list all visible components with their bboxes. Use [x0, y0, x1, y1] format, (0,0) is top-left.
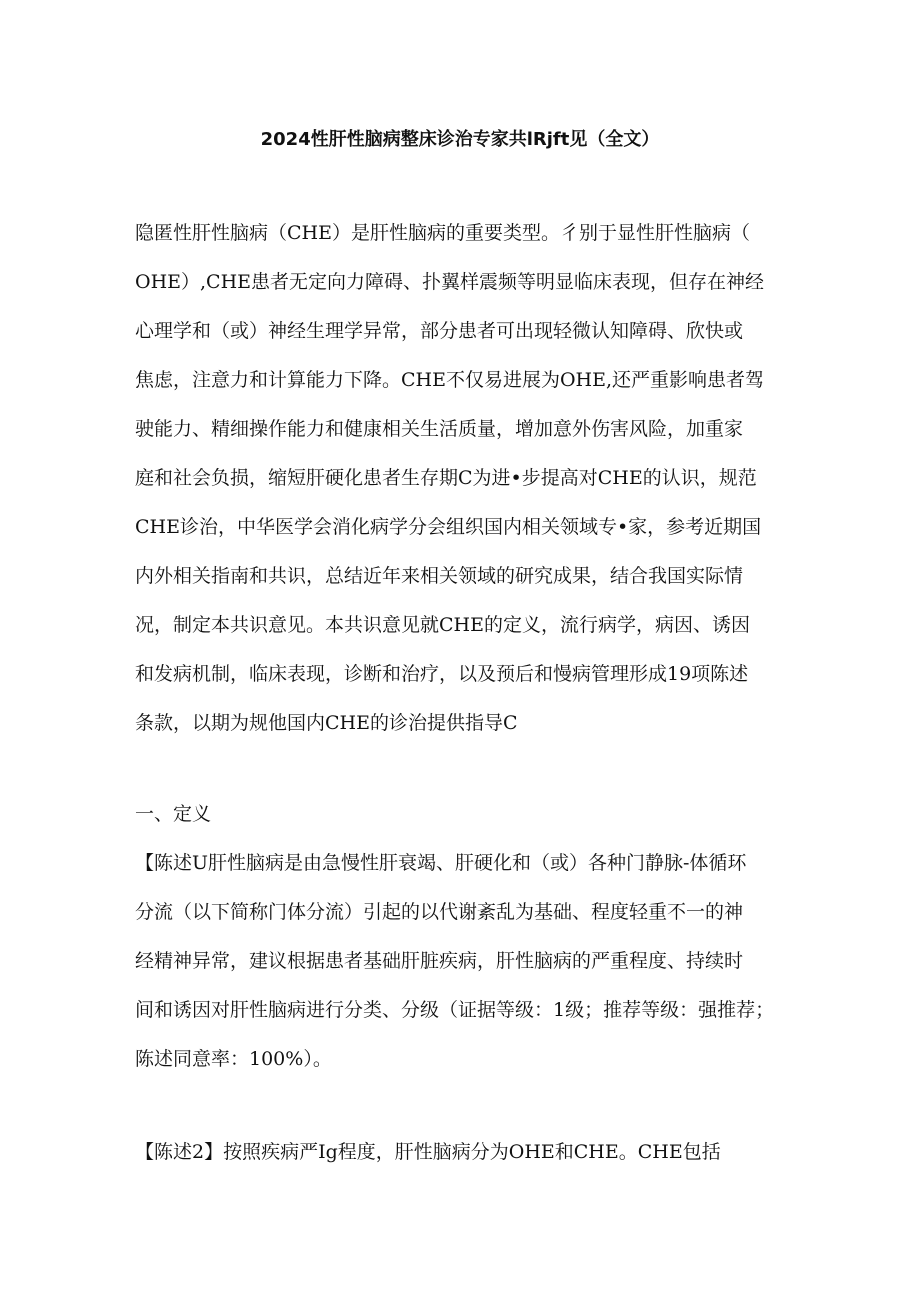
document-title: 2024性肝性脑病整床诊治专家共lRjft见（全文） — [260, 129, 660, 150]
statement-1-line: 间和诱因对肝性脑病进行分类、分级（证据等级：1级；推荐等级：强推荐； — [135, 999, 775, 1021]
statement-1-line: 经精神异常，建议根据患者基础肝脏疾病，肝性脑病的严重程度、持续时 — [135, 950, 744, 972]
section-heading-definition: 一、定义 — [135, 803, 212, 825]
intro-line: 内外相关指南和共识，总结近年来相关领域的研究成果，结合我国实际情 — [135, 565, 744, 587]
statement-1-line: 【陈述U肝性脑病是由急慢性肝衰竭、肝硬化和（或）各种门静脉-体循环 — [135, 852, 747, 874]
intro-line: 焦虑，注意力和计算能力下降。CHE不仅易进展为OHE,还严重影响患者驾 — [135, 369, 765, 391]
intro-line: 驶能力、精细操作能力和健康相关生活质量，增加意外伤害风险，加重家 — [135, 418, 744, 440]
intro-line: 心理学和（或）神经生理学异常，部分患者可出现轻微认知障碍、欣快或 — [135, 320, 744, 342]
intro-line: 和发病机制，临床表现，诊断和治疗，以及预后和慢病管理形成19项陈述 — [135, 663, 749, 685]
statement-1-line: 陈述同意率：100%）。 — [135, 1048, 332, 1070]
intro-line: 况，制定本共识意见。本共识意见就CHE的定义，流行病学，病因、诱因 — [135, 614, 750, 636]
intro-line: CHE诊治，中华医学会消化病学分会组织国内相关领域专•家，参考近期国 — [135, 516, 762, 538]
intro-line: 条款，以期为规他国内CHE的诊治提供指导C — [135, 712, 518, 734]
intro-line: OHE）,CHE患者无定向力障碍、扑翼样震频等明显临床表现，但存在神经 — [135, 271, 765, 293]
statement-1-line: 分流（以下简称门体分流）引起的以代谢紊乱为基础、程度轻重不一的神 — [135, 901, 744, 923]
statement-2-line: 【陈述2】按照疾病严Ig程度，肝性脑病分为OHE和CHE。CHE包括 — [135, 1141, 721, 1163]
intro-line: 庭和社会负损，缩短肝硬化患者生存期C为进•步提高对CHE的认识，规范 — [135, 467, 757, 489]
intro-line: 隐匿性肝性脑病（CHE）是肝性脑病的重要类型。彳别于显性肝性脑病（ — [135, 222, 750, 244]
